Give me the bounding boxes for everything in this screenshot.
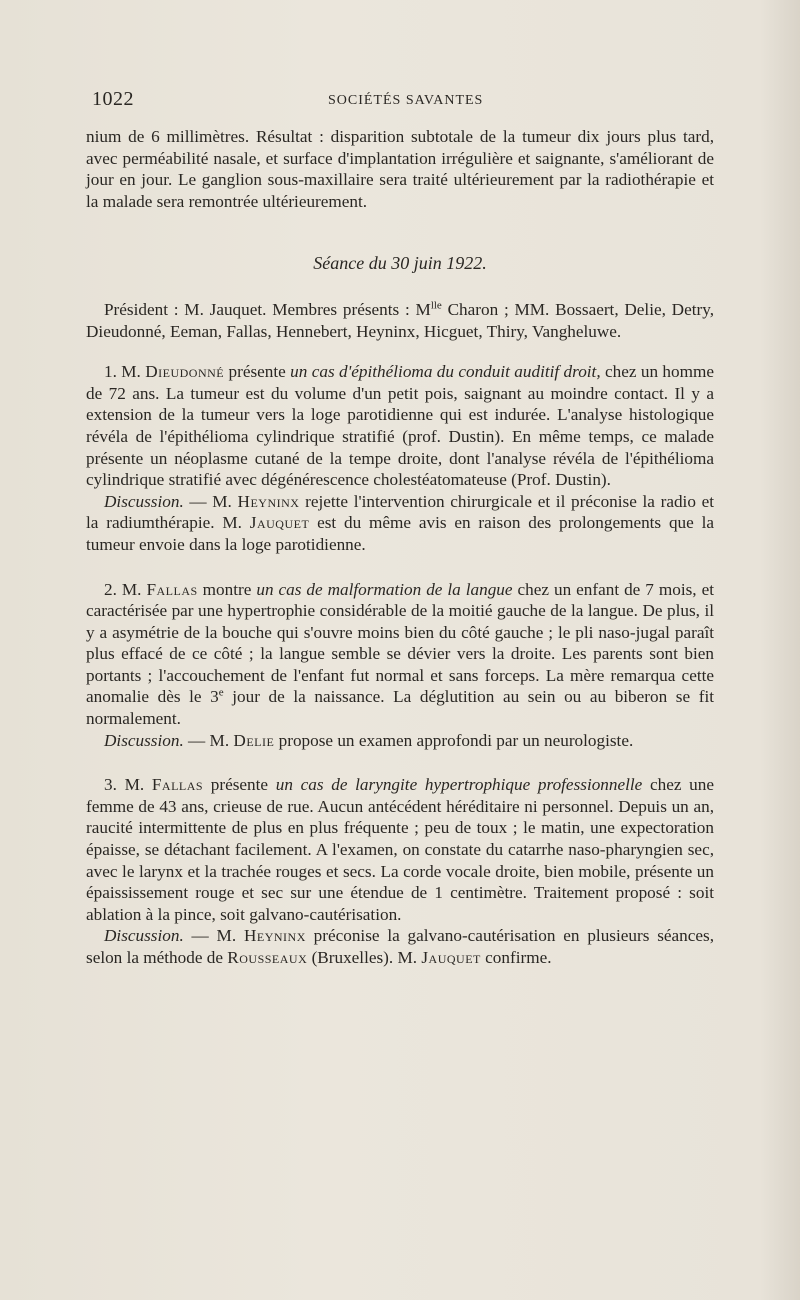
session-title: Séance du 30 juin 1922.	[313, 253, 487, 274]
case-1-discussion-text-c: est du même avis en raison des prolongements que la tumeur envoie dans la loge parotidienne.	[86, 513, 714, 554]
case-2-paragraph	[86, 579, 714, 730]
case-2-number: 2. M.	[104, 579, 147, 599]
case-2-discussion-text-b: propose un examen approfondi par un neurologiste.	[274, 730, 634, 750]
case-3-discussion-label: Discussion.	[104, 926, 184, 946]
case-3-discussant-2: Jauquet	[421, 948, 481, 967]
continued-paragraph: nium de 6 millimètres. Résultat : disparition subtotale de la tumeur dix jours plus tard, avec perméabilité nasale, et surface d'implantation irrégulière et saignante, s'améliorant de jour en jour. Le ganglion sous-maxillaire sera traité ultérieurement par la radiothérapie et la malade sera remontrée ultérieurement.	[86, 127, 714, 211]
case-1-title: un cas d'épithélioma du conduit auditif droit,	[290, 362, 601, 382]
case-3-discussion-text-a: — M.	[183, 926, 244, 946]
case-2-verb: montre	[197, 579, 257, 599]
case-3-discussant-1: Heyninx	[243, 926, 306, 946]
case-3-cited-author: Rousseaux	[227, 948, 308, 967]
case-3-discussion-text-c: (Bruxelles). M.	[307, 948, 422, 967]
case-1-discussion	[86, 491, 714, 556]
running-title: SOCIÉTÉS SAVANTES	[328, 93, 484, 108]
case-3-presenter: Fallas	[151, 775, 204, 795]
case-2-title: un cas de malformation de la langue	[256, 579, 513, 599]
case-1-paragraph	[86, 361, 714, 491]
case-1-discussion-label: Discussion.	[104, 491, 184, 511]
case-3-discussion-text-d: confirme.	[480, 948, 552, 967]
case-1-text: chez un homme de 72 ans. La tumeur est du volume d'un petit pois, saignant au moindre contact. Il y a extension de la tumeur vers la loge parotidienne qui est indurée. L'analyse histologique révéla de l'épithélioma cylindrique stratifié (prof. Dustin). En même temps, ce malade présente un néoplasme cutané de la tempe droite, dont l'analyse révéla de l'épithélioma cylindrique stratifié avec dégénérescence cholestéatomateuse (Prof. Dustin).	[86, 362, 714, 490]
case-3-number: 3. M.	[104, 775, 152, 795]
attendance-text-a: Président : M. Jauquet. Membres présents : M	[104, 299, 431, 319]
case-1-discussant-1: Heyninx	[237, 491, 300, 511]
case-2-discussant-1: Delie	[233, 730, 275, 750]
case-1-discussion-text-b: rejette l'intervention chirurgicale et il préconise la radio et la radiumthérapie. M.	[86, 491, 714, 533]
attendance-superscript: lle	[430, 299, 442, 312]
case-2-discussion	[86, 730, 714, 752]
case-3-discussion	[86, 925, 714, 968]
case-2-text: chez un enfant de 7 mois, et caractérisée par une hypertrophie considérable de la moitié gauche de la langue. De plus, il y a asymétrie de la bouche qui s'ouvre moins bien du côté gauche ; le pli naso-jugal paraît plus effacé de ce côté ; la langue semble se dévier vers la droite. Les parents sont bien portants ; l'accouchement de l'enfant fut normal et sans forceps. La mère remarqua cette anomalie dès le 3	[86, 579, 714, 707]
case-1-presenter: Dieudonné	[145, 362, 225, 382]
case-3-verb: présente	[203, 775, 276, 795]
case-1-number: 1. M.	[104, 362, 146, 382]
case-2-text-2: jour de la naissance. La déglutition au sein ou au biberon se fit normalement.	[86, 687, 714, 729]
case-1-verb: présente	[224, 362, 291, 382]
case-3-discussion-text-b: préconise la galvano-cautérisation en plusieurs séances, selon la méthode de	[86, 926, 714, 967]
page-body	[86, 126, 714, 969]
case-2-discussion-label: Discussion.	[104, 730, 184, 750]
case-3-text: chez une femme de 43 ans, crieuse de rue. Aucun antécédent héréditaire ni personnel. Depuis un an, raucité intermittente de plus en plus fréquente ; peu de toux ; le matin, une expectoration épaisse, se détachant facilement. A l'examen, on constate du catarrhe naso-pharyngien sec, avec le larynx et la trachée rouges et secs. La corde vocale droite, bien mobile, présente un épaississement rouge et sec sur une étendue de 1 centimètre. Traitement proposé : soit ablation à la pince, soit galvano-cautérisation.	[86, 775, 714, 924]
case-2-presenter: Fallas	[146, 579, 198, 599]
case-1-discussion-text-a: — M.	[183, 491, 238, 511]
page-number: 1022	[92, 88, 134, 110]
case-2-discussion-text-a: — M.	[183, 730, 234, 750]
attendance-paragraph	[86, 299, 714, 342]
case-1-discussant-2: Jauquet	[249, 513, 310, 533]
case-3-paragraph	[86, 774, 714, 925]
case-2-superscript: e	[218, 686, 224, 699]
page-header	[0, 88, 800, 112]
attendance-text-b: Charon ; MM. Bossaert, Delie, Detry, Dieudonné, Eeman, Fallas, Hennebert, Heyninx, Hicguet, Thiry, Vangheluwe.	[86, 299, 714, 341]
case-3-title: un cas de laryngite hypertrophique professionnelle	[275, 775, 643, 795]
